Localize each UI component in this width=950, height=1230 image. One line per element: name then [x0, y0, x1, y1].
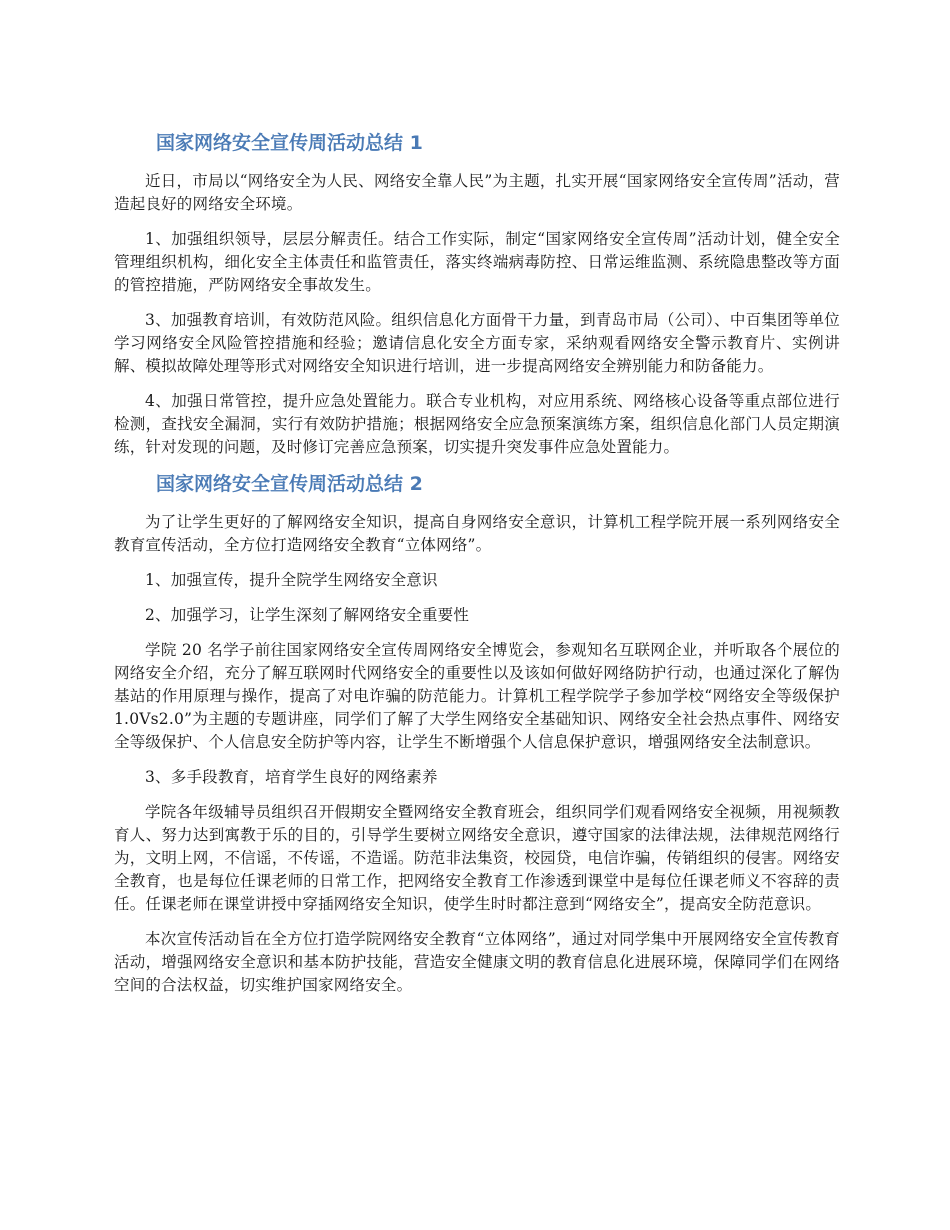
section-title: 国家网络安全宣传周活动总结 1	[156, 132, 423, 154]
paragraph: 为了让学生更好的了解网络安全知识，提高自身网络安全意识，计算机工程学院开展一系列网络安全教育宣传活动，全方位打造网络安全教育“立体网络”。	[114, 513, 840, 554]
paragraph: 学院各年级辅导员组织召开假期安全暨网络安全教育班会，组织同学们观看网络安全视频，用视频教育人、努力达到寓教于乐的目的，引导学生要树立网络安全意识，遵守国家的法律法规，法律规范网络行为，文明上网，不信谣，不传谣，不造谣。防范非法集资，校园贷，电信诈骗，传销组织的侵害。网络安全教育，也是每位任课老师的日常工作，把网络安全教育工作渗透到课堂中是每位任课老师义不容辞的责任。任课老师在课堂讲授中穿插网络安全知识，使学生时时都注意到“网络安全”，提高安全防范意识。	[114, 803, 840, 913]
section-title: 国家网络安全宣传周活动总结 2	[156, 473, 423, 495]
paragraph: 4、加强日常管控，提升应急处置能力。联合专业机构，对应用系统、网络核心设备等重点部位进行检测，查找安全漏洞，实行有效防护措施；根据网络安全应急预案演练方案，组织信息化部门人员定期演练，针对发现的问题，及时修订完善应急预案，切实提升突发事件应急处置能力。	[114, 392, 840, 456]
document-page	[114, 120, 840, 1009]
paragraph: 3、加强教育培训，有效防范风险。组织信息化方面骨干力量，到青岛市局（公司）、中百集团等单位学习网络安全风险管控措施和经验；邀请信息化安全方面专家，采纳观看网络安全警示教育片、实例讲解、模拟故障处理等形式对网络安全知识进行培训，进一步提高网络安全辨别能力和防备能力。	[114, 311, 840, 375]
paragraph: 2、加强学习，让学生深刻了解网络安全重要性	[145, 606, 470, 624]
paragraph: 1、加强组织领导，层层分解责任。结合工作实际，制定“国家网络安全宣传周”活动计划，健全安全管理组织机构，细化安全主体责任和监管责任，落实终端病毒防控、日常运维监测、系统隐患整改等方面的管控措施，严防网络安全事故发生。	[114, 230, 840, 294]
section-2	[114, 471, 840, 997]
paragraph: 近日，市局以“网络安全为人民、网络安全靠人民”为主题，扎实开展“国家网络安全宣传周”活动，营造起良好的网络安全环境。	[114, 172, 840, 213]
paragraph: 本次宣传活动旨在全方位打造学院网络安全教育“立体网络”，通过对同学集中开展网络安全宣传教育活动，增强网络安全意识和基本防护技能，营造安全健康文明的教育信息化进展环境，保障同学们在网络空间的合法权益，切实维护国家网络安全。	[114, 930, 840, 994]
section-1	[114, 130, 840, 459]
paragraph: 3、多手段教育，培育学生良好的网络素养	[145, 768, 438, 786]
paragraph: 学院 20 名学子前往国家网络安全宣传周网络安全博览会，参观知名互联网企业，并听取各个展位的网络安全介绍，充分了解互联网时代网络安全的重要性以及该如何做好网络防护行动，也通过深化了解伪基站的作用原理与操作，提高了对电诈骗的防范能力。计算机工程学院学子参加学校“网络安全等级保护 1.0Vs2.0”为主题的专题讲座，同学们了解了大学生网络安全基础知识、网络安全社会热点事件、网络安全等级保护、个人信息安全防护等内容，让学生不断增强个人信息保护意识，增强网络安全法制意识。	[114, 641, 840, 751]
paragraph: 1、加强宣传，提升全院学生网络安全意识	[145, 571, 438, 589]
